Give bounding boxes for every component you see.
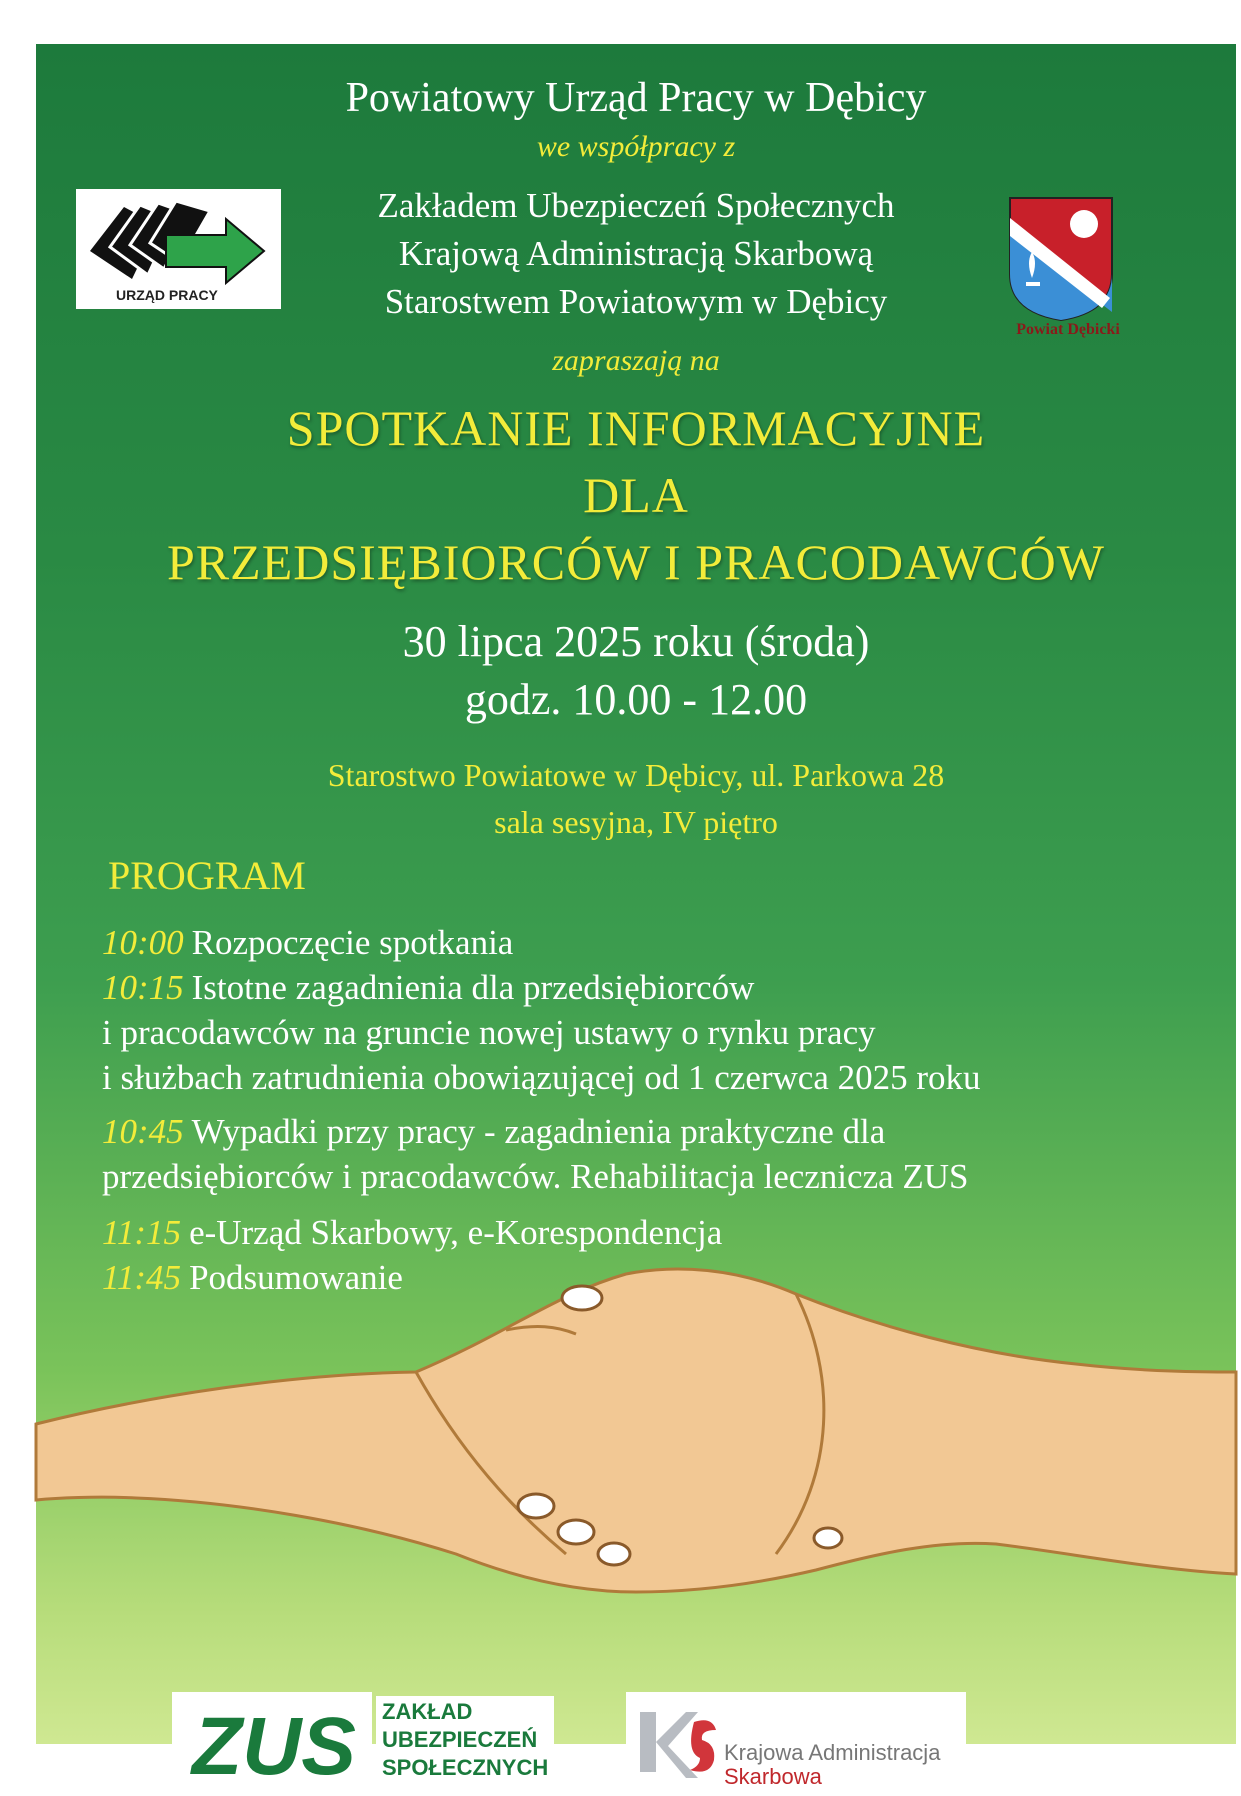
urzad-pracy-logo — [76, 189, 281, 309]
powiat-coat-of-arms-icon — [1006, 194, 1116, 324]
zus-name — [376, 1696, 554, 1784]
program-text: e-Urząd Skarbowy, e-Korespondencja — [189, 1213, 723, 1252]
heading-line-2: DLA — [583, 467, 689, 523]
cooperation-label: we współpracy z — [536, 130, 736, 163]
program-time: 11:15 — [102, 1213, 182, 1252]
kas-emblem-icon — [634, 1702, 722, 1788]
program-label: PROGRAM — [108, 853, 306, 898]
event-place-line-1: Starostwo Powiatowe w Dębicy, ul. Parkowa 28 — [327, 757, 945, 793]
event-date: 30 lipca 2025 roku (środa) — [402, 617, 870, 666]
program-item — [102, 1109, 1212, 1199]
kas-name-line-1: Krajowa Administracja — [724, 1740, 941, 1765]
program-item — [102, 1210, 1212, 1255]
program-item — [102, 965, 1212, 1100]
partner-zus: Zakładem Ubezpieczeń Społecznych — [377, 186, 895, 225]
program-text: Rozpoczęcie spotkania — [191, 923, 514, 962]
zus-name-line: ZAKŁAD — [382, 1699, 473, 1724]
powiat-label: Powiat Dębicki — [1016, 321, 1120, 338]
event-hours: godz. 10.00 - 12.00 — [464, 675, 808, 724]
event-place-line-2: sala sesyjna, IV piętro — [494, 804, 778, 840]
program-text: i pracodawców na gruncie nowej ustawy o rynku pracy — [102, 1013, 876, 1052]
partner-starostwo: Starostwem Powiatowym w Dębicy — [384, 282, 888, 321]
kas-logo — [626, 1692, 966, 1796]
program-text: i służbach zatrudnienia obowiązującej od 1 czerwca 2025 roku — [102, 1058, 981, 1097]
urzad-pracy-label: URZĄD PRACY — [116, 287, 218, 303]
handshake-illustration-icon — [36, 1254, 1236, 1664]
program-time: 11:45 — [102, 1258, 182, 1297]
program-text: Wypadki przy pracy - zagadnienia praktyczne dla — [191, 1112, 886, 1151]
zus-logo-text: ZUS — [192, 1701, 356, 1792]
kas-name-line-2: Skarbowa — [724, 1764, 822, 1789]
poster — [36, 44, 1236, 1792]
invite-label: zapraszają na — [552, 344, 720, 377]
heading-line-3: PRZEDSIĘBIORCÓW I PRACODAWCÓW — [167, 534, 1105, 590]
zus-name-line: UBEZPIECZEŃ — [382, 1727, 538, 1752]
zus-name-line: SPOŁECZNYCH — [382, 1755, 549, 1780]
zus-logo-icon — [172, 1692, 372, 1792]
program-time: 10:00 — [102, 923, 184, 962]
program-text: Podsumowanie — [189, 1258, 403, 1297]
program-text: przedsiębiorców i pracodawców. Rehabilitacja lecznicza ZUS — [102, 1157, 969, 1196]
partner-kas: Krajową Administracją Skarbową — [398, 234, 874, 273]
heading-line-1: SPOTKANIE INFORMACYJNE — [286, 400, 986, 456]
program-time: 10:45 — [102, 1112, 184, 1151]
program-item — [102, 920, 1212, 965]
program-text: Istotne zagadnienia dla przedsiębiorców — [191, 968, 755, 1007]
program-time: 10:15 — [102, 968, 184, 1007]
poster-title: Powiatowy Urząd Pracy w Dębicy — [345, 75, 927, 121]
